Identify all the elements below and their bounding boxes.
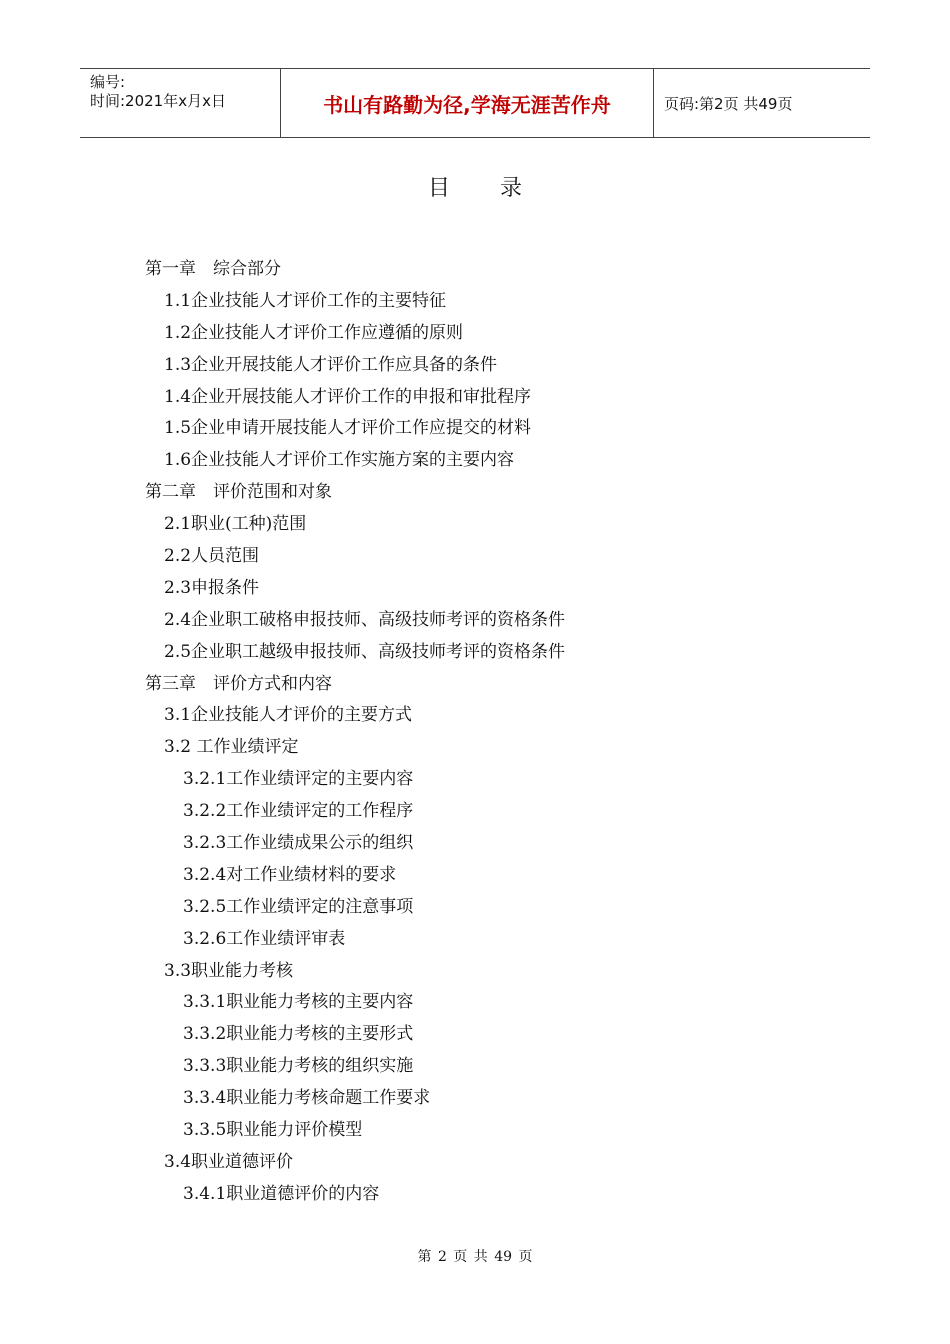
page-header (80, 68, 870, 138)
time-label: 时间:2021年x月x日 (90, 92, 226, 110)
toc-entry: 1.1企业技能人才评价工作的主要特征 (164, 290, 447, 311)
toc-chapter: 第一章 综合部分 (145, 259, 281, 279)
toc-entry: 3.2.6工作业绩评审表 (183, 928, 346, 949)
toc-entry: 1.5企业申请开展技能人才评价工作应提交的材料 (164, 418, 532, 439)
toc-entry: 1.3企业开展技能人才评价工作应具备的条件 (164, 354, 498, 375)
toc-entry: 2.3申报条件 (164, 577, 260, 598)
toc-entry: 2.1职业(工种)范围 (164, 514, 307, 535)
page-title: 目录 (427, 176, 572, 201)
toc-entry: 3.2.4对工作业绩材料的要求 (183, 864, 397, 885)
toc-entry: 3.4职业道德评价 (164, 1151, 294, 1172)
toc-entry: 3.2 工作业绩评定 (164, 737, 299, 758)
toc-entry: 3.3职业能力考核 (164, 960, 294, 981)
toc-entry: 3.3.3职业能力考核的组织实施 (183, 1056, 414, 1077)
toc-entry: 1.2企业技能人才评价工作应遵循的原则 (164, 322, 464, 343)
page-footer: 第 2 页 共 49 页 (417, 1249, 533, 1265)
number-label: 编号: (90, 73, 126, 91)
toc-entry: 3.3.5职业能力评价模型 (183, 1120, 363, 1141)
toc-entry: 3.3.4职业能力考核命题工作要求 (183, 1088, 431, 1109)
toc-entry: 3.3.2职业能力考核的主要形式 (183, 1024, 414, 1045)
toc-chapter: 第二章 评价范围和对象 (145, 482, 332, 503)
header-page-info: 页码:第2页 共49页 (664, 94, 793, 113)
toc-entry: 2.4企业职工破格申报技师、高级技师考评的资格条件 (164, 609, 566, 630)
toc-entry: 1.6企业技能人才评价工作实施方案的主要内容 (164, 450, 515, 471)
toc-entry: 3.4.1职业道德评价的内容 (183, 1183, 380, 1204)
toc-entry: 3.2.2工作业绩评定的工作程序 (183, 801, 414, 822)
header-meta (80, 69, 281, 137)
toc-entry: 3.2.3工作业绩成果公示的组织 (183, 833, 414, 854)
toc-entry: 3.2.5工作业绩评定的注意事项 (183, 896, 414, 917)
toc-entry: 2.2人员范围 (164, 546, 260, 567)
table-of-contents (145, 254, 565, 1211)
toc-entry: 3.2.1工作业绩评定的主要内容 (183, 769, 414, 790)
header-motto: 书山有路勤为径,学海无涯苦作舟 (281, 69, 654, 137)
toc-entry: 1.4企业开展技能人才评价工作的申报和审批程序 (164, 386, 532, 407)
toc-chapter: 第三章 评价方式和内容 (145, 673, 332, 694)
toc-entry: 2.5企业职工越级申报技师、高级技师考评的资格条件 (164, 641, 566, 662)
toc-entry: 3.3.1职业能力考核的主要内容 (183, 992, 414, 1013)
toc-entry: 3.1企业技能人才评价的主要方式 (164, 705, 413, 726)
